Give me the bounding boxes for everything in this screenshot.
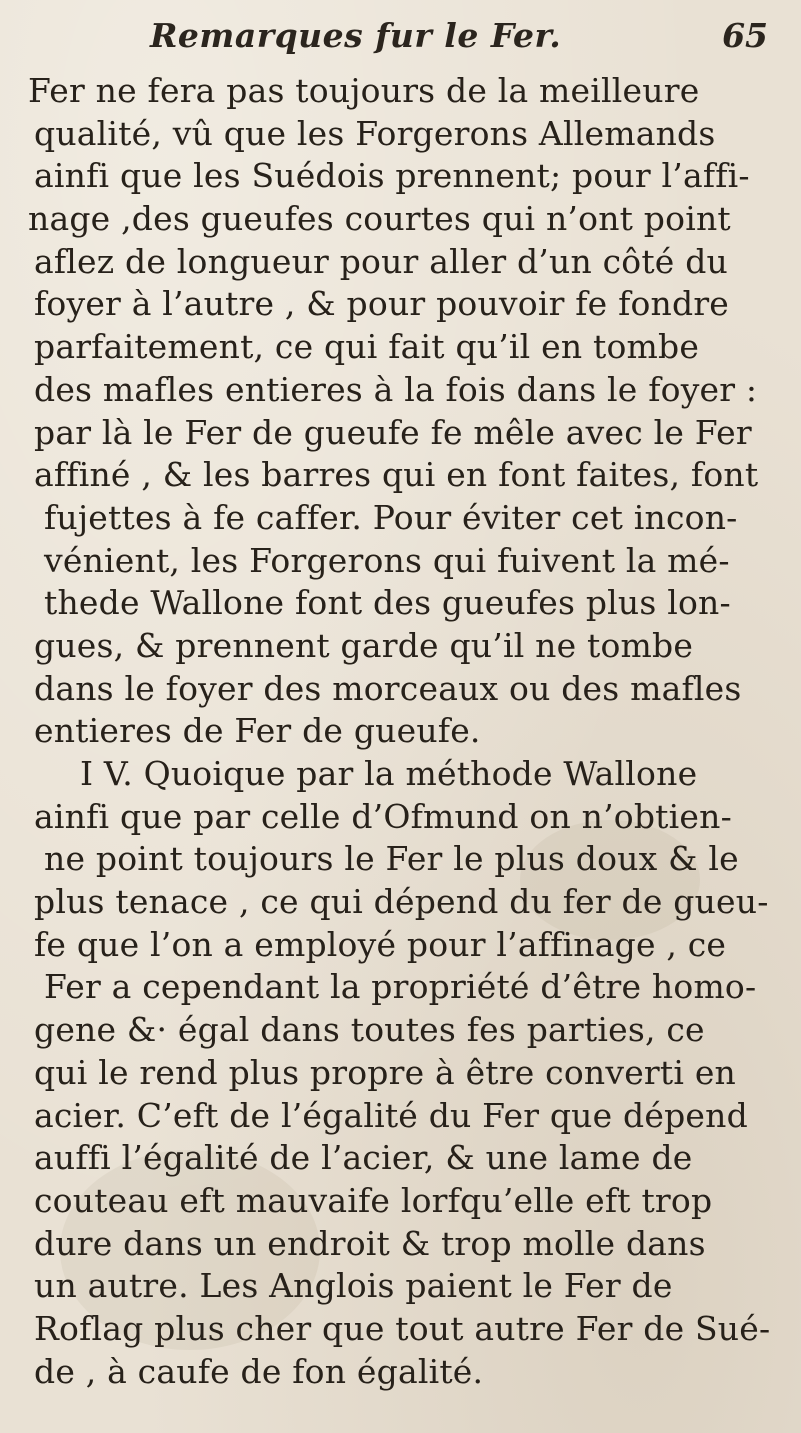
text-line: par là le Fer de gueufe fe mêle avec le Fer (34, 412, 752, 452)
text-line: vénient, les Forgerons qui fuivent la mé- (44, 540, 730, 580)
text-line: des mafles entieres à la fois dans le foyer : (34, 369, 758, 409)
text-line: parfaitement, ce qui fait qu’il en tombe (34, 327, 700, 367)
text-line: ainfi que par celle d’Ofmund on n’obtien- (34, 796, 732, 836)
text-line: dans le foyer des morceaux ou des mafles (34, 668, 742, 708)
text-line: de , à caufe de fon égalité. (34, 1351, 484, 1391)
text-line: plus tenace , ce qui dépend du fer de gueu- (34, 882, 769, 922)
text-line: fujettes à fe caffer. Pour éviter cet incon- (44, 497, 738, 537)
text-line: entieres de Fer de gueufe. (34, 711, 481, 751)
page-number: 65 (722, 16, 768, 55)
running-title: Remarques fur le Fer. (150, 16, 562, 55)
text-line: Roflag plus cher que tout autre Fer de Sué- (34, 1308, 771, 1348)
text-line: acier. C’eft de l’égalité du Fer que dépend (34, 1095, 748, 1135)
body-text (24, 70, 794, 1393)
text-line: aflez de longueur pour aller d’un côté du (34, 241, 728, 281)
text-line: Fer ne fera pas toujours de la meilleure (28, 71, 700, 110)
text-line: qualité, vû que les Forgerons Allemands (34, 113, 716, 153)
section-start-line: I V. Quoique par la méthode Wallone (80, 754, 698, 793)
text-line: foyer à l’autre , & pour pouvoir fe fondre (34, 284, 730, 324)
text-line: un autre. Les Anglois paient le Fer de (34, 1266, 673, 1306)
text-line: ne point toujours le Fer le plus doux & le (44, 839, 739, 879)
text-line: thede Wallone font des gueufes plus lon- (44, 583, 731, 623)
text-line: Fer a cependant la propriété d’être homo- (44, 967, 757, 1007)
text-line: fe que l’on a employé pour l’affinage , ce (34, 924, 727, 964)
text-line: auffi l’égalité de l’acier, & une lame de (34, 1138, 693, 1178)
text-line: ainfi que les Suédois prennent; pour l’affi- (34, 156, 750, 196)
text-line: gues, & prennent garde qu’il ne tombe (34, 625, 694, 665)
text-line: qui le rend plus propre à être converti en (34, 1052, 736, 1092)
text-line: affiné , & les barres qui en font faites, font (34, 455, 759, 495)
text-line: dure dans un endroit & trop molle dans (34, 1223, 706, 1263)
text-line: gene &· égal dans toutes fes parties, ce (34, 1010, 705, 1050)
text-line: couteau eft mauvaife lorfqu’elle eft trop (34, 1180, 713, 1220)
text-line: nage ,des gueufes courtes qui n’ont point (28, 199, 731, 239)
